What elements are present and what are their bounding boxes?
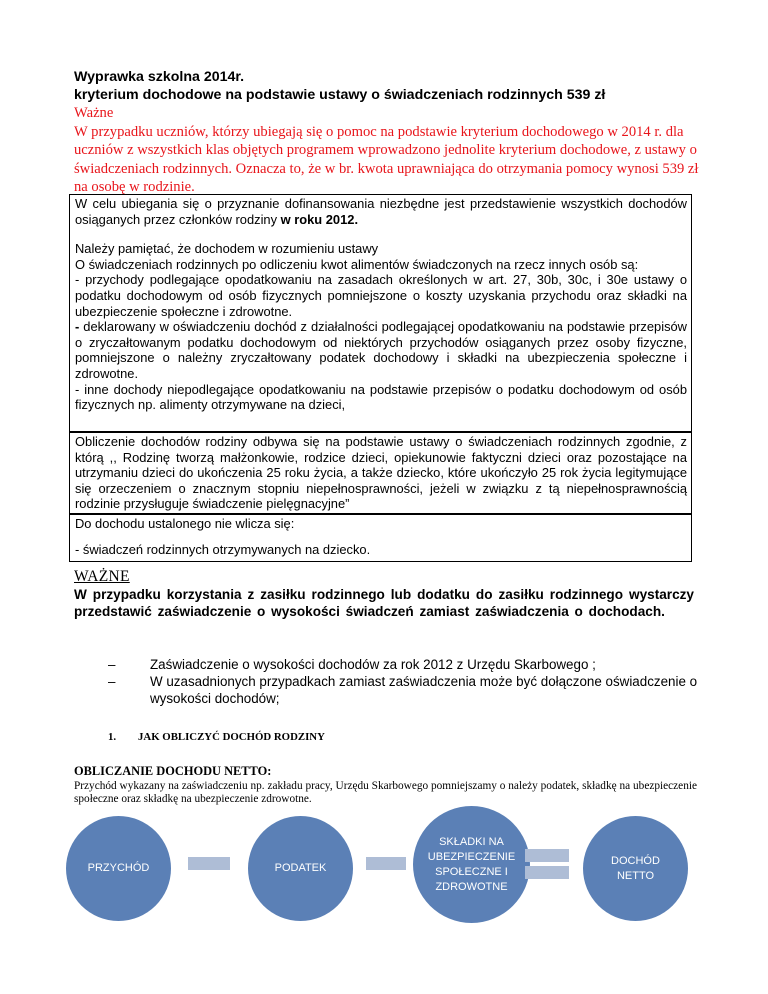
section-title: JAK OBLICZYĆ DOCHÓD RODZINY [138,731,325,743]
box1-intro-year: w roku 2012. [280,211,359,227]
section-number: 1. [108,731,117,743]
diagram-tax-circle [248,816,353,921]
wazne-text: W przypadku korzystania z zasiłku rodzinnego lub dodatku do zasiłku rodzinnego wystarczy przedstawić zaświadczenie o wysokości świadczeń zamiast zaświadczenia o dochodach. [74,587,694,619]
net-income-line-1: DOCHÓD [611,854,660,867]
box3-line-1: Do dochodu ustalonego nie wlicza się: [75,516,295,531]
box1-dash: - [75,319,80,335]
section-heading [108,731,325,743]
diagram-net-income-circle [583,816,688,921]
contributions-line-3: SPOŁECZNE I [435,865,508,878]
diagram-net-income-label [611,854,660,884]
document-title [74,68,714,104]
minus-operator-2 [366,857,406,870]
box1-paragraph-2: O świadczeniach rodzinnych po odliczeniu kwot alimentów świadczonych na rzecz innych osób są: [75,256,639,272]
family-definition-box [69,432,692,514]
diagram-contributions-circle [413,806,530,923]
box3-line-2: - świadczeń rodzinnych otrzymywanych na dziecko. [75,542,371,557]
box1-paragraph-1: Należy pamiętać, że dochodem w rozumieniu ustawy [75,241,379,257]
important-note [74,104,704,197]
diagram-contributions-label [428,835,515,895]
box1-intro-text: W celu ubiegania się o przyznanie dofinansowania niezbędne jest przedstawienie wszystkich dochodów osiąganych przez członków rodziny [75,196,687,227]
title-line-1: Wyprawka szkolna 2014r. [74,69,245,85]
list-dash: – [108,674,116,689]
contributions-line-4: ZDROWOTNE [435,880,508,893]
diagram-tax-label: PODATEK [274,862,327,874]
contributions-line-2: UBEZPIECZENIE [427,850,516,863]
net-income-description: Przychód wykazany na zaświadczeniu np. zakładu pracy, Urzędu Skarbowego pomniejszamy o należy podatek, składkę na ubezpieczenie społeczne oraz składkę na ubezpieczenie zdrowotne. [74,780,697,806]
equals-operator-top [525,849,569,862]
net-income-heading: OBLICZANIE DOCHODU NETTO: [74,764,272,778]
income-definition-box [69,194,692,432]
box1-intro [75,196,687,227]
excluded-income-box [69,514,692,562]
list-item [108,656,698,673]
documents-list [108,656,698,707]
box1-paragraph-5: - inne dochody niepodlegające opodatkowaniu na podstawie przepisów o podatku dochodowym od osób fizycznych np. alimenty otrzymywane na dzieci, [75,381,687,413]
list-item-text: W uzasadnionych przypadkach zamiast zaświadczenia może być dołączone oświadczenie o wysokości dochodów; [150,674,698,706]
important-label: Ważne [74,105,114,121]
box1-paragraph-4 [75,319,687,381]
contributions-line-1: SKŁADKI NA [439,835,504,848]
list-dash: – [108,657,116,672]
list-item-text: Zaświadczenie o wysokości dochodów za rok 2012 z Urzędu Skarbowego ; [150,657,596,672]
box1-paragraph-4-text: deklarowany w oświadczeniu dochód z działalności podlegającej opodatkowaniu na podstawie przepisów o zryczałtowanym podatku dochodowym od niektórych przychodów osiąganych przez osoby fizyczne, pomniejszone o należny zryczałtowany podatek dochodowy i składki na ubezpieczenia społeczne i zdrowotne. [75,319,687,381]
list-item [108,673,698,707]
diagram-income-circle [66,816,171,921]
important-text: W przypadku uczniów, którzy ubiegają się o pomoc na podstawie kryterium dochodowego w 2014 r. dla uczniów z wszystkich klas objętych programem wprowadzono jednolite kryterium dochodowe, z ustawy o świadczeniach rodzinnych. Oznacza to, że w br. kwota uprawniająca do otrzymania pomocy wynosi 539 zł na osobę w rodzinie. [74,123,699,195]
box1-paragraph-3: - przychody podlegające opodatkowaniu na zasadach określonych w art. 27, 30b, 30c, i 30e ustawy o podatku dochodowym od osób fizycznych pomniejszone o koszty uzyskania przychodu oraz składki na ubezpieczenie społeczne i zdrowotne. [75,272,687,319]
box2-text: Obliczenie dochodów rodziny odbywa się na podstawie ustawy o świadczeniach rodzinnych zgodnie, z którą ,, Rodzinę tworzą małżonkowie, rodzice dzieci, opiekunowie faktyczni dzieci oraz pozostające na utrzymaniu dzieci do ukończenia 25 roku życia, a także dziecko, które ukończyło 25 rok życia legitymujące się orzeczeniem o znacznym stopniu niepełnosprawności, jeżeli w związku z tą niepełnosprawnością rodzinie przysługuje świadczenie pielęgnacyjne” [75,434,687,512]
equals-operator-bottom [525,866,569,879]
wazne-heading: WAŻNE [74,568,130,585]
diagram-income-label: PRZYCHÓD [87,862,150,874]
minus-operator [188,857,230,870]
net-income-line-2: NETTO [616,869,655,882]
title-line-2: kryterium dochodowe na podstawie ustawy o świadczeniach rodzinnych 539 zł [74,87,606,103]
